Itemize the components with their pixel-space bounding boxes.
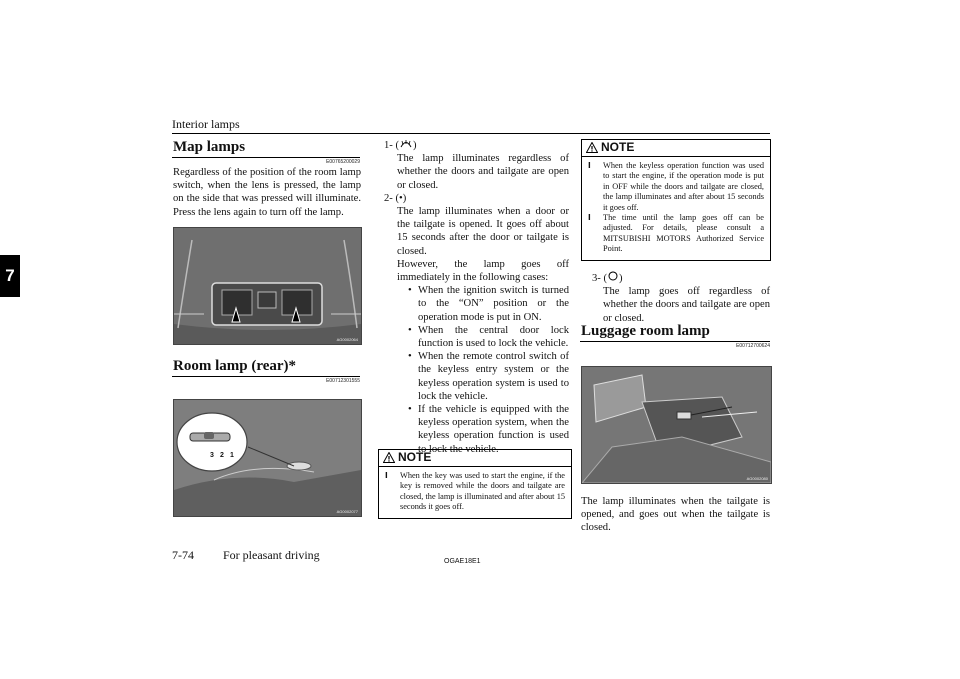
section-name: For pleasant driving [223,548,320,562]
luggage-figure [581,366,772,484]
luggage-illustration [582,367,771,483]
note-list [379,467,571,518]
position-list [384,139,569,456]
figure-code: AG0002080 [746,476,768,481]
position-3-text: The lamp goes off regardless of whether the doors and tailgate are open or closed. [603,286,770,324]
note-item [385,471,565,513]
note-item [588,161,764,213]
bullet-marker: l [588,161,591,170]
bullet-marker: l [385,471,388,480]
room-lamp-heading: Room lamp (rear)* [173,358,297,374]
note-title: NOTE [601,140,635,154]
room-lamp-figure [173,399,362,517]
luggage-code: E00712700624 [736,343,770,349]
exception-list [384,284,569,456]
note-header [582,140,770,157]
note-box-2 [581,139,771,261]
figure-code: AG0002064 [336,337,358,342]
room-lamp-rule [172,376,360,377]
warning-icon [383,452,395,463]
map-lamp-on-icon [399,139,413,148]
lamp-off-icon [607,271,619,281]
position-1-text: The lamp illuminates regardless of whether the doors and tailgate are open or closed. [397,153,569,191]
note-header [379,450,571,467]
note-box-1 [378,449,572,519]
exception-item: • When the central door lock function is used to lock the vehicle. [406,324,569,350]
map-lamps-figure [173,227,362,345]
note-item [588,213,764,255]
note-list [582,157,770,260]
position-3 [592,271,770,325]
exception-item: • When the remote control switch of the keyless entry system or the keyless operation system is used to lock the vehicle. [406,350,569,403]
map-lamps-illustration [174,228,361,344]
position-1-label [384,139,569,152]
figure-code: AG0002077 [336,509,358,514]
callout-2: 2 [220,452,224,459]
position-2-text-2: However, the lamp goes off immediately in the following cases: [397,258,569,284]
warning-icon [586,142,598,153]
map-lamps-code: E00765200029 [326,159,360,165]
luggage-heading: Luggage room lamp [581,323,710,339]
exception-item: • When the ignition switch is turned to the “ON” position or the operation mode is put in ON. [406,284,569,324]
room-lamp-illustration [174,400,361,516]
note-title: NOTE [398,450,432,464]
doc-code: OGAE18E1 [444,558,481,565]
map-lamps-heading: Map lamps [173,139,246,155]
position-2-text: The lamp illuminates when a door or the tailgate is opened. It goes off about 15 seconds after the door or tailgate is closed. [397,206,569,257]
note-item-text: When the keyless operation function was used to start the engine, if the operation mode is put in OFF while the doors and tailgate are closed, the lamp illuminates and after about 15 seconds it goes off. [603,161,764,212]
running-header: Interior lamps [172,117,240,131]
callout-3: 3 [210,452,214,459]
note-item-text: When the key was used to start the engine, if the key is removed while the doors and tailgate are closed, the lamp is illuminated and after about 15 seconds it goes off. [400,471,565,512]
chapter-tab: 7 [0,255,20,297]
position-2-label: 2- (•) [384,192,407,204]
position-3-number: 3- ( [592,273,608,284]
callout-1: 1 [230,452,234,459]
bullet-marker: l [588,213,591,223]
note-item-text: The time until the lamp goes off can be adjusted. For details, please consult a MITSUBISHI MOTORS Authorized Service Point. [603,213,764,254]
position-1-number: 1- ( [384,140,400,151]
exception-item: • If the vehicle is equipped with the keyless operation system, when the keyless operation function is used to lock the vehicle. [406,403,569,456]
luggage-rule [580,341,770,342]
position-3-close: ) [619,273,623,284]
page-number: 7-74 [172,548,194,562]
map-lamps-rule [172,157,360,158]
header-rule [172,133,770,134]
luggage-text: The lamp illuminates when the tailgate is opened, and goes out when the tailgate is closed. [581,496,770,534]
position-1-close: ) [413,140,417,151]
position-3-label [592,271,770,285]
room-lamp-code: E00712301555 [326,378,360,384]
map-lamps-text: Regardless of the position of the room lamp switch, when the lens is pressed, the lamp on the side that was pressed will illuminate. Press the lens again to turn off the lamp. [173,167,361,218]
